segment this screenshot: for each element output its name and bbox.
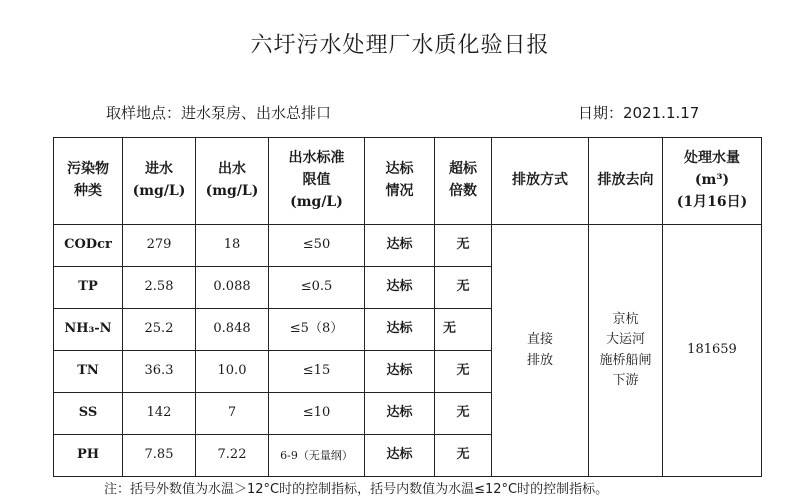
status-value: 达标 (365, 309, 435, 351)
limit-value: ≤50 (269, 225, 365, 267)
header-limit: 出水标准 限值 (mg/L) (269, 138, 365, 225)
pollutant-name: SS (54, 393, 123, 435)
header-status: 达标 情况 (365, 138, 435, 225)
inflow-value: 279 (123, 225, 196, 267)
outflow-value: 7.22 (196, 435, 269, 477)
header-volume: 处理水量 (m³) (1月16日) (663, 138, 762, 225)
footnote: 注：括号外数值为水温＞12°C时的控制指标，括号内数值为水温≤12°C时的控制指标。 (104, 482, 609, 497)
header-excess: 超标 倍数 (435, 138, 492, 225)
volume-value: 181659 (663, 225, 762, 477)
limit-value: ≤0.5 (269, 267, 365, 309)
outflow-value: 0.848 (196, 309, 269, 351)
inflow-value: 36.3 (123, 351, 196, 393)
outflow-value: 0.088 (196, 267, 269, 309)
limit-value: ≤15 (269, 351, 365, 393)
status-value: 达标 (365, 435, 435, 477)
discharge-dest-cell: 京杭 大运河 施桥船闸 下游 (589, 225, 663, 477)
sampling-location: 取样地点：进水泵房、出水总排口 (106, 104, 332, 122)
inflow-value: 7.85 (123, 435, 196, 477)
water-quality-table (53, 137, 762, 477)
status-value: 达标 (365, 267, 435, 309)
pollutant-name: PH (54, 435, 123, 477)
discharge-method-cell: 直接 排放 (492, 225, 589, 477)
status-value: 达标 (365, 393, 435, 435)
header-discharge-dest: 排放去向 (589, 138, 663, 225)
header-inflow: 进水 (mg/L) (123, 138, 196, 225)
inflow-value: 142 (123, 393, 196, 435)
excess-value: 无 (435, 309, 492, 351)
status-value: 达标 (365, 225, 435, 267)
header-outflow: 出水 (mg/L) (196, 138, 269, 225)
pollutant-name: CODcr (54, 225, 123, 267)
outflow-value: 10.0 (196, 351, 269, 393)
excess-value: 无 (435, 393, 492, 435)
inflow-value: 25.2 (123, 309, 196, 351)
header-row (54, 138, 762, 225)
inflow-value: 2.58 (123, 267, 196, 309)
report-title: 六圩污水处理厂水质化验日报 (250, 33, 550, 58)
pollutant-name: TN (54, 351, 123, 393)
outflow-value: 18 (196, 225, 269, 267)
report-date: 日期：2021.1.17 (578, 104, 700, 122)
limit-value: ≤10 (269, 393, 365, 435)
header-discharge-method: 排放方式 (492, 138, 589, 225)
limit-value: ≤5（8） (269, 309, 365, 351)
outflow-value: 7 (196, 393, 269, 435)
table-row (54, 225, 762, 267)
excess-value: 无 (435, 267, 492, 309)
excess-value: 无 (435, 225, 492, 267)
pollutant-name: NH₃-N (54, 309, 123, 351)
header-pollutant: 污染物 种类 (54, 138, 123, 225)
excess-value: 无 (435, 435, 492, 477)
pollutant-name: TP (54, 267, 123, 309)
status-value: 达标 (365, 351, 435, 393)
excess-value: 无 (435, 351, 492, 393)
limit-value: 6-9（无量纲） (269, 435, 365, 477)
